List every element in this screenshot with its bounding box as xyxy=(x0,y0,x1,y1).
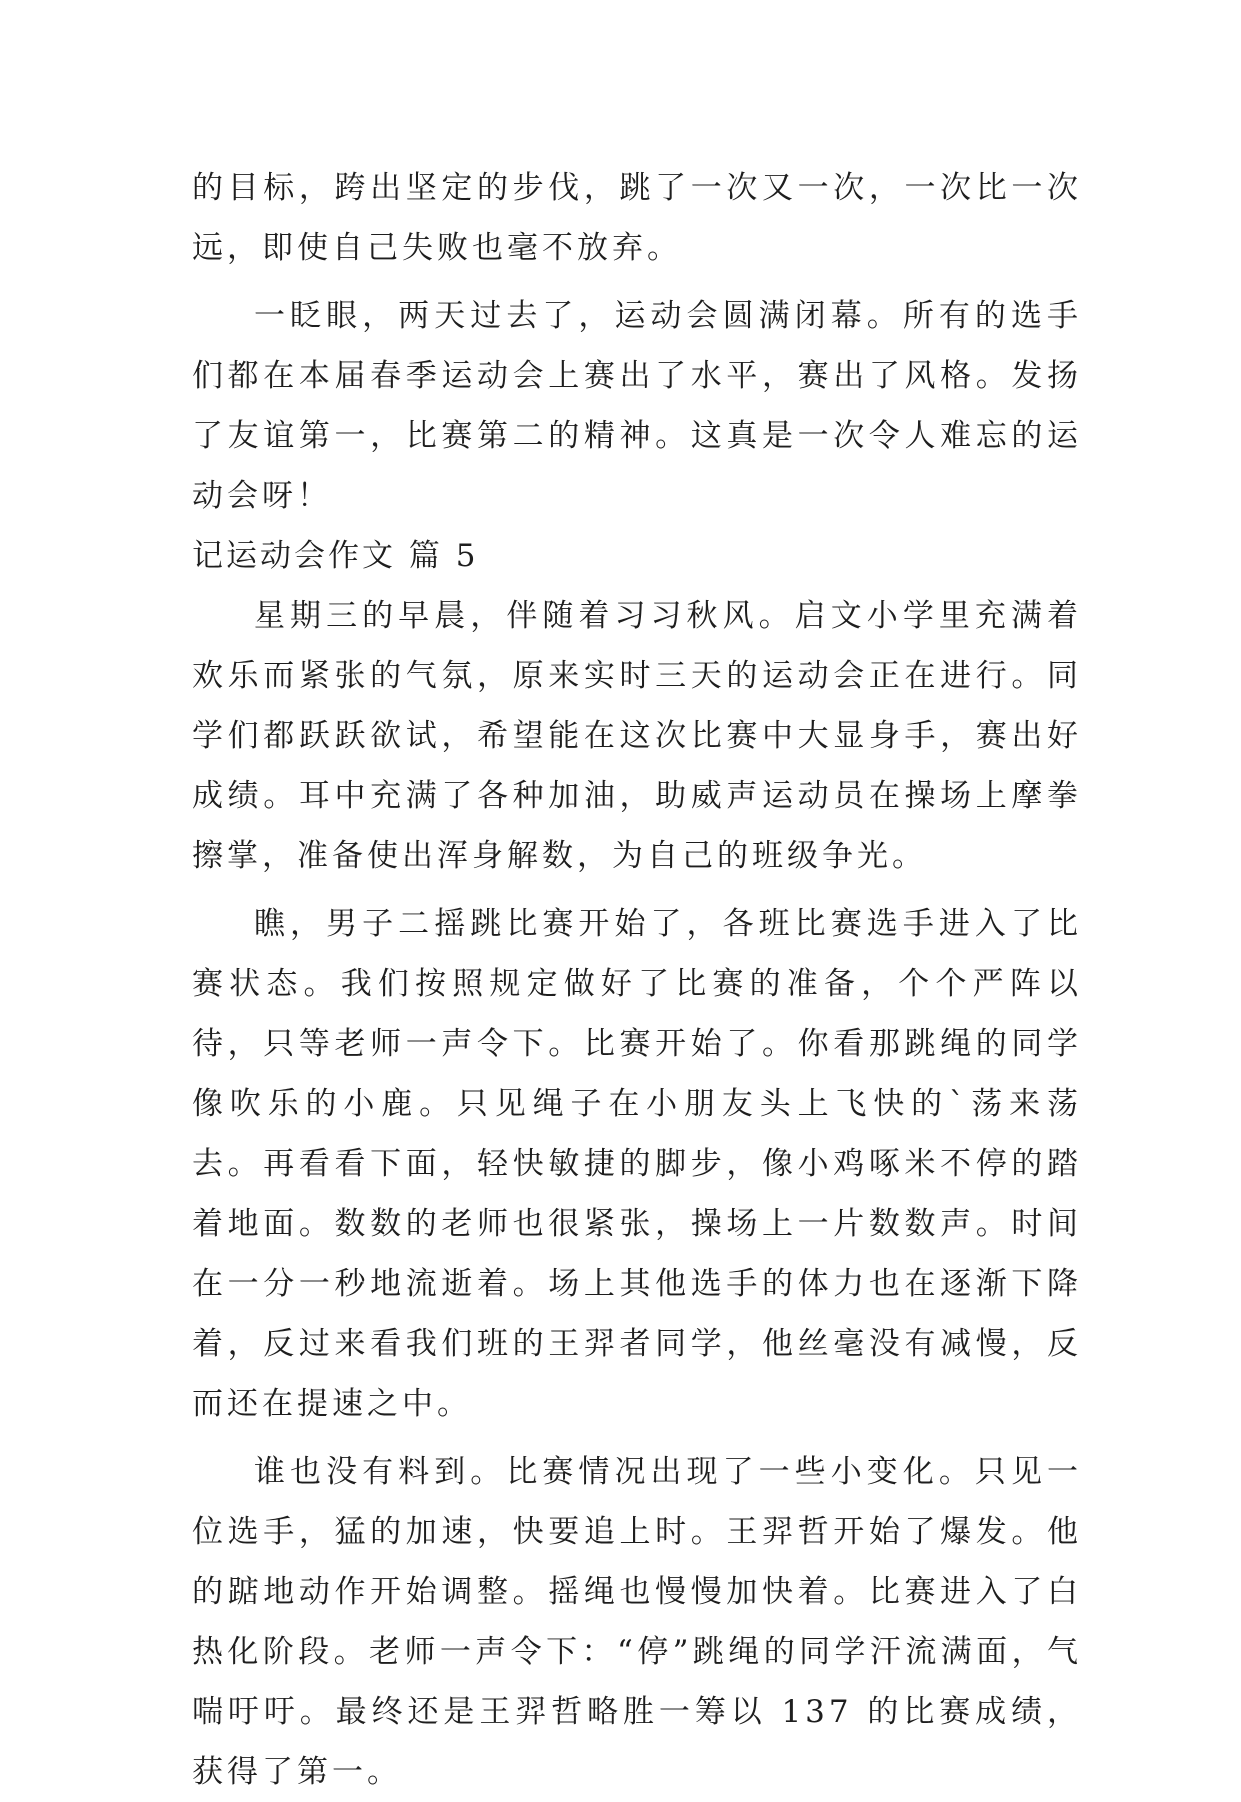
paragraph-race-finish: 谁也没有料到。比赛情况出现了一些小变化。只见一位选手，猛的加速，快要追上时。王羿哲开始了爆发。他的踮地动作开始调整。摇绳也慢慢加快着。比赛进入了白热化阶段。老师一声令下：“停”跳绳的同学汗流满面，气喘吁吁。最终还是王羿哲略胜一筹以 137 的比赛成绩，获得了第一。 xyxy=(192,1454,1082,1790)
paragraph-race-start: 瞧，男子二摇跳比赛开始了，各班比赛选手进入了比赛状态。我们按照规定做好了比赛的准备，个个严阵以待，只等老师一声令下。比赛开始了。你看那跳绳的同学像吹乐的小鹿。只见绳子在小朋友头上飞快的`荡来荡去。再看看下面，轻快敏捷的脚步，像小鸡啄米不停的踏着地面。数数的老师也很紧张，操场上一片数数声。时间在一分一秒地流逝着。场上其他选手的体力也在逐渐下降着，反过来看我们班的王羿者同学，他丝毫没有减慢，反而还在提速之中。 xyxy=(192,906,1082,1422)
document-body xyxy=(192,158,1082,1802)
paragraph-gap xyxy=(192,278,1082,286)
paragraph-morning: 星期三的早晨，伴随着习习秋风。启文小学里充满着欢乐而紧张的气氛，原来实时三天的运动会正在进行。同学们都跃跃欲试，希望能在这次比赛中大显身手，赛出好成绩。耳中充满了各种加油，助威声运动员在操场上摩拳擦掌，准备使出浑身解数，为自己的班级争光。 xyxy=(192,598,1082,874)
paragraph-closing: 一眨眼，两天过去了，运动会圆满闭幕。所有的选手们都在本届春季运动会上赛出了水平，赛出了风格。发扬了友谊第一，比赛第二的精神。这真是一次令人难忘的运动会呀！ xyxy=(192,298,1082,514)
paragraph-gap xyxy=(192,1434,1082,1442)
paragraph-continued: 的目标，跨出坚定的步伐，跳了一次又一次，一次比一次远，即使自己失败也毫不放弃。 xyxy=(192,170,1082,266)
paragraph-gap xyxy=(192,886,1082,894)
section-heading: 记运动会作文 篇 5 xyxy=(192,538,479,574)
